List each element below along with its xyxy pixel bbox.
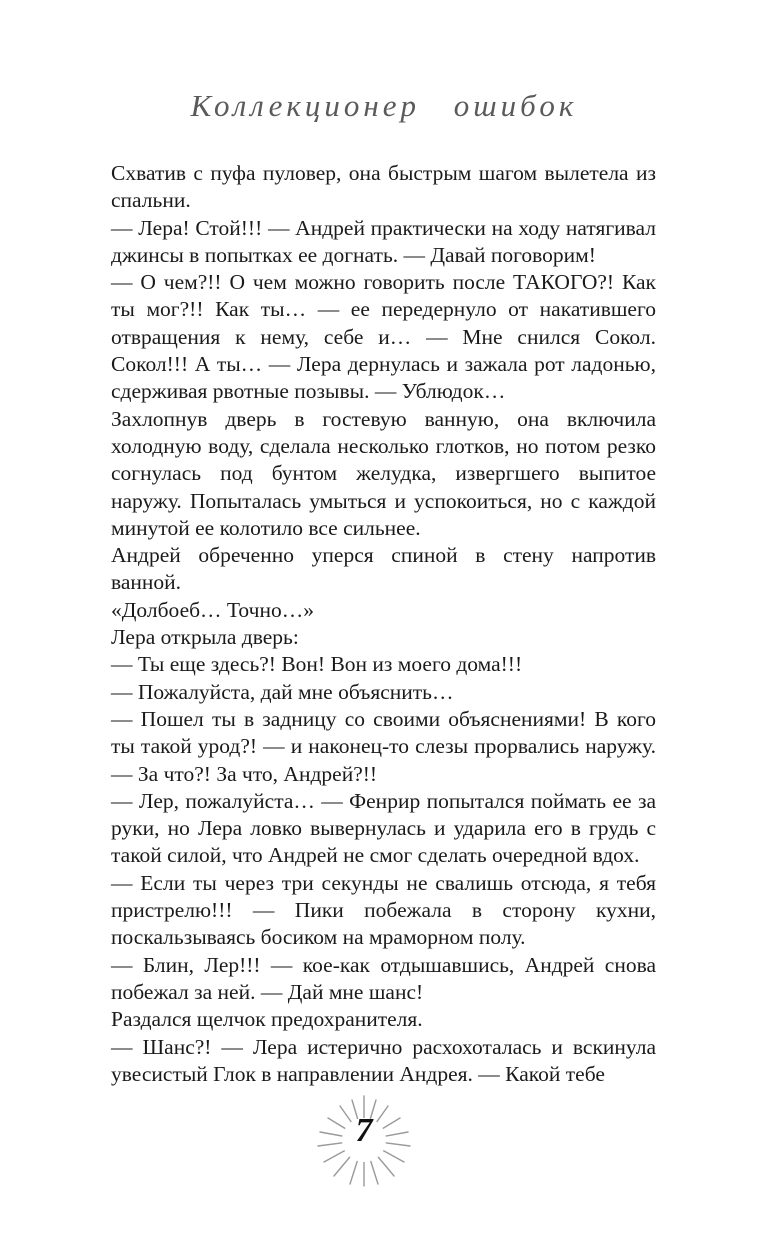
paragraph: — О чем?!! О чем можно говорить после ТАКОГО?! Как ты мог?!! Как ты… — ее передернуло от накатившего отвращения к нему, себе и… — Мне снился Сокол. Сокол!!! А ты… — Лера дернулась и зажала рот ладонью, сдерживая рвотные позывы. — Ублюдок…	[111, 270, 656, 404]
paragraph: — Шанс?! — Лера истерично расхохоталась и вскинула увесистый Глок в направлении Андрея. — Какой тебе	[111, 1034, 656, 1086]
paragraph: Раздался щелчок предохранителя.	[111, 1007, 423, 1032]
paragraph: Андрей обреченно уперся спиной в стену напротив ванной.	[111, 543, 656, 595]
running-head-title: Коллекционер ошибок	[190, 88, 578, 123]
paragraph: — Если ты через три секунды не свалишь отсюда, я тебя пристрелю!!! — Пики побежала в сторону кухни, поскальзываясь босиком на мраморном полу.	[111, 870, 656, 950]
paragraph: Схватив с пуфа пуловер, она быстрым шагом вылетела из спальни.	[111, 161, 656, 213]
page-footer	[314, 1092, 414, 1188]
paragraph: — Пошел ты в задницу со своими объяснениями! В кого ты такой урод?! — и наконец-то слезы прорвались наружу. — За что?! За что, Андрей?!!	[111, 706, 656, 786]
paragraph: Лера открыла дверь:	[111, 625, 299, 650]
paragraph: — Лера! Стой!!! — Андрей практически на ходу натягивал джинсы в попытках ее догнать. — Давай поговорим!	[111, 215, 656, 267]
paragraph: — Блин, Лер!!! — кое-как отдышавшись, Андрей снова побежал за ней. — Дай мне шанс!	[111, 952, 656, 1004]
page-number: 7	[355, 1112, 373, 1149]
paragraph: Захлопнув дверь в гостевую ванную, она включила холодную воду, сделала несколько глотков, но потом резко согнулась под бунтом желудка, извергшего выпитое наружу. Попыталась умыться и успокоиться, но с каждой минутой ее колотило все сильнее.	[111, 406, 656, 540]
paragraph: — Пожалуйста, дай мне объяснить…	[111, 679, 454, 704]
body-text	[111, 160, 656, 1088]
paragraph: — Ты еще здесь?! Вон! Вон из моего дома!!!	[111, 652, 523, 677]
paragraph: «Долбоеб… Точно…»	[111, 597, 314, 622]
paragraph: — Лер, пожалуйста… — Фенрир попытался поймать ее за руки, но Лера ловко вывернулась и ударила его в грудь с такой силой, что Андрей не смог сделать очередной вдох.	[111, 788, 656, 868]
